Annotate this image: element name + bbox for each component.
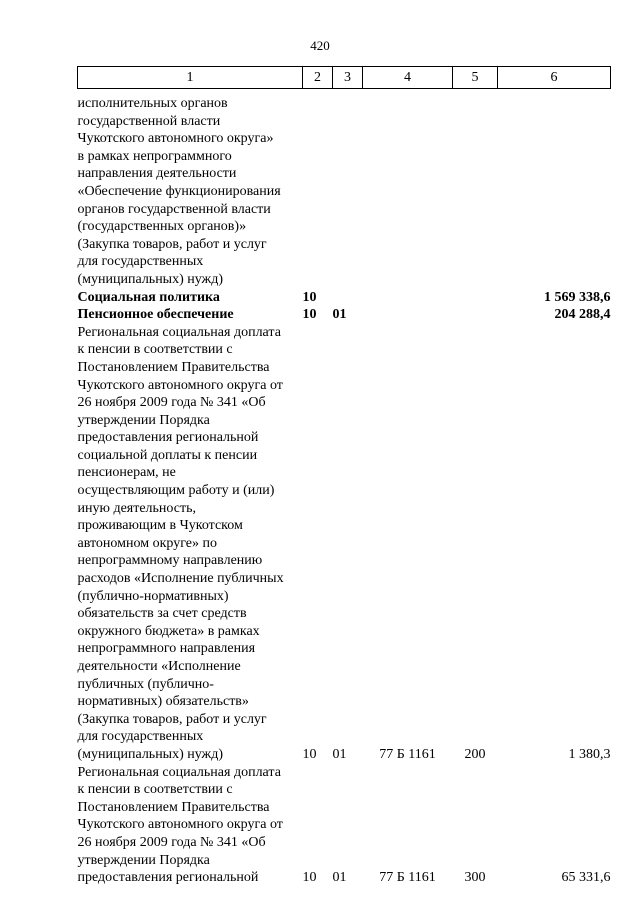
description-line: непрограммного направления [77, 641, 256, 657]
row-target-article [363, 89, 453, 289]
description-line: (государственных органов)» [77, 219, 247, 235]
description-line: (муниципальных) нужд) [77, 271, 224, 287]
row-subsection [333, 289, 363, 307]
header-col-2: 2 [303, 67, 333, 89]
row-description [78, 289, 303, 307]
description-line: Социальная политика [77, 289, 220, 305]
header-col-6: 6 [498, 67, 611, 89]
header-col-3: 3 [333, 67, 363, 89]
row-description [78, 306, 303, 324]
row-description [78, 324, 303, 764]
table-row [78, 89, 611, 289]
description-line: непрограммному направлению [77, 553, 263, 569]
row-section: 10 [302, 307, 317, 323]
description-line: (муниципальных) нужд) [77, 746, 224, 762]
row-subsection: 01 [332, 870, 347, 886]
description-line: к пенсии в соответствии с [77, 782, 233, 798]
row-expense-type: 200 [464, 746, 486, 762]
description-line: 26 ноября 2009 года № 341 «Об [77, 395, 266, 411]
header-col-5: 5 [453, 67, 498, 89]
description-line: социальной доплаты к пенсии [77, 447, 258, 463]
description-line: иную деятельность, [77, 500, 196, 516]
row-section: 10 [302, 746, 317, 762]
row-amount: 1 569 338,6 [544, 289, 611, 305]
row-section: 10 [302, 870, 317, 886]
description-line: исполнительных органов [77, 96, 228, 111]
description-line: Пенсионное обеспечение [77, 307, 234, 323]
description-line: окружного бюджета» в рамках [77, 623, 260, 639]
row-amount [498, 89, 611, 289]
row-target-article [363, 306, 453, 324]
page-number: 420 [310, 38, 330, 53]
description-line: нормативных) обязательств» [77, 694, 249, 710]
table-row [78, 289, 611, 307]
description-line: Чукотского автономного округа» [77, 131, 274, 147]
row-subsection [333, 89, 363, 289]
description-line: для государственных [77, 254, 204, 270]
budget-table [77, 66, 611, 887]
description-line: проживающим в Чукотском [77, 518, 243, 534]
description-line: Постановлением Правительства [77, 359, 270, 375]
description-line: деятельности «Исполнение [77, 659, 241, 674]
description-line: Региональная социальная доплата [77, 764, 281, 780]
row-section: 10 [302, 289, 317, 305]
description-line: Постановлением Правительства [77, 799, 270, 815]
row-target-article: 77 Б 1161 [379, 746, 436, 762]
table-row [78, 764, 611, 887]
row-expense-type [453, 89, 498, 289]
description-line: автономном округе» по [77, 535, 217, 551]
description-line: утверждении Порядка [77, 852, 210, 868]
description-line: (Закупка товаров, работ и услуг [77, 236, 267, 252]
description-line: (Закупка товаров, работ и услуг [77, 711, 267, 727]
description-line: предоставления региональной [77, 430, 259, 446]
description-line: государственной власти [77, 113, 221, 129]
description-line: Чукотского автономного округа от [77, 817, 283, 833]
row-section [303, 89, 333, 289]
row-subsection: 01 [332, 307, 347, 323]
row-description [78, 764, 303, 887]
description-line: Региональная социальная доплата [77, 324, 281, 340]
row-target-article [363, 289, 453, 307]
description-line: утверждении Порядка [77, 412, 210, 428]
row-subsection: 01 [332, 746, 347, 762]
row-target-article: 77 Б 1161 [379, 870, 436, 886]
row-amount: 65 331,6 [561, 870, 611, 886]
description-line: осуществляющим работу и (или) [77, 483, 275, 499]
header-row [78, 67, 611, 89]
description-line: для государственных [77, 729, 204, 745]
description-line: публичных (публично- [77, 676, 214, 692]
table-row [78, 306, 611, 324]
description-line: к пенсии в соответствии с [77, 342, 233, 358]
description-line: направления деятельности [77, 166, 237, 182]
description-line: 26 ноября 2009 года № 341 «Об [77, 834, 266, 850]
row-description [78, 89, 303, 289]
description-line: предоставления региональной [77, 870, 259, 886]
description-line: расходов «Исполнение публичных [77, 571, 284, 587]
table-row [78, 324, 611, 764]
row-amount: 204 288,4 [554, 307, 611, 323]
description-line: органов государственной власти [77, 201, 271, 217]
description-line: (публично-нормативных) [77, 588, 229, 604]
header-col-4: 4 [363, 67, 453, 89]
description-line: пенсионерам, не [77, 465, 176, 481]
row-amount: 1 380,3 [568, 746, 611, 762]
description-line: Чукотского автономного округа от [77, 377, 283, 393]
row-expense-type: 300 [464, 870, 486, 886]
table-header [78, 67, 611, 89]
description-line: в рамках непрограммного [77, 148, 232, 164]
row-expense-type [453, 289, 498, 307]
row-expense-type [453, 306, 498, 324]
description-line: «Обеспечение функционирования [77, 183, 281, 199]
table-body [78, 89, 611, 887]
description-line: обязательств за счет средств [77, 606, 247, 622]
header-col-1: 1 [78, 67, 303, 89]
